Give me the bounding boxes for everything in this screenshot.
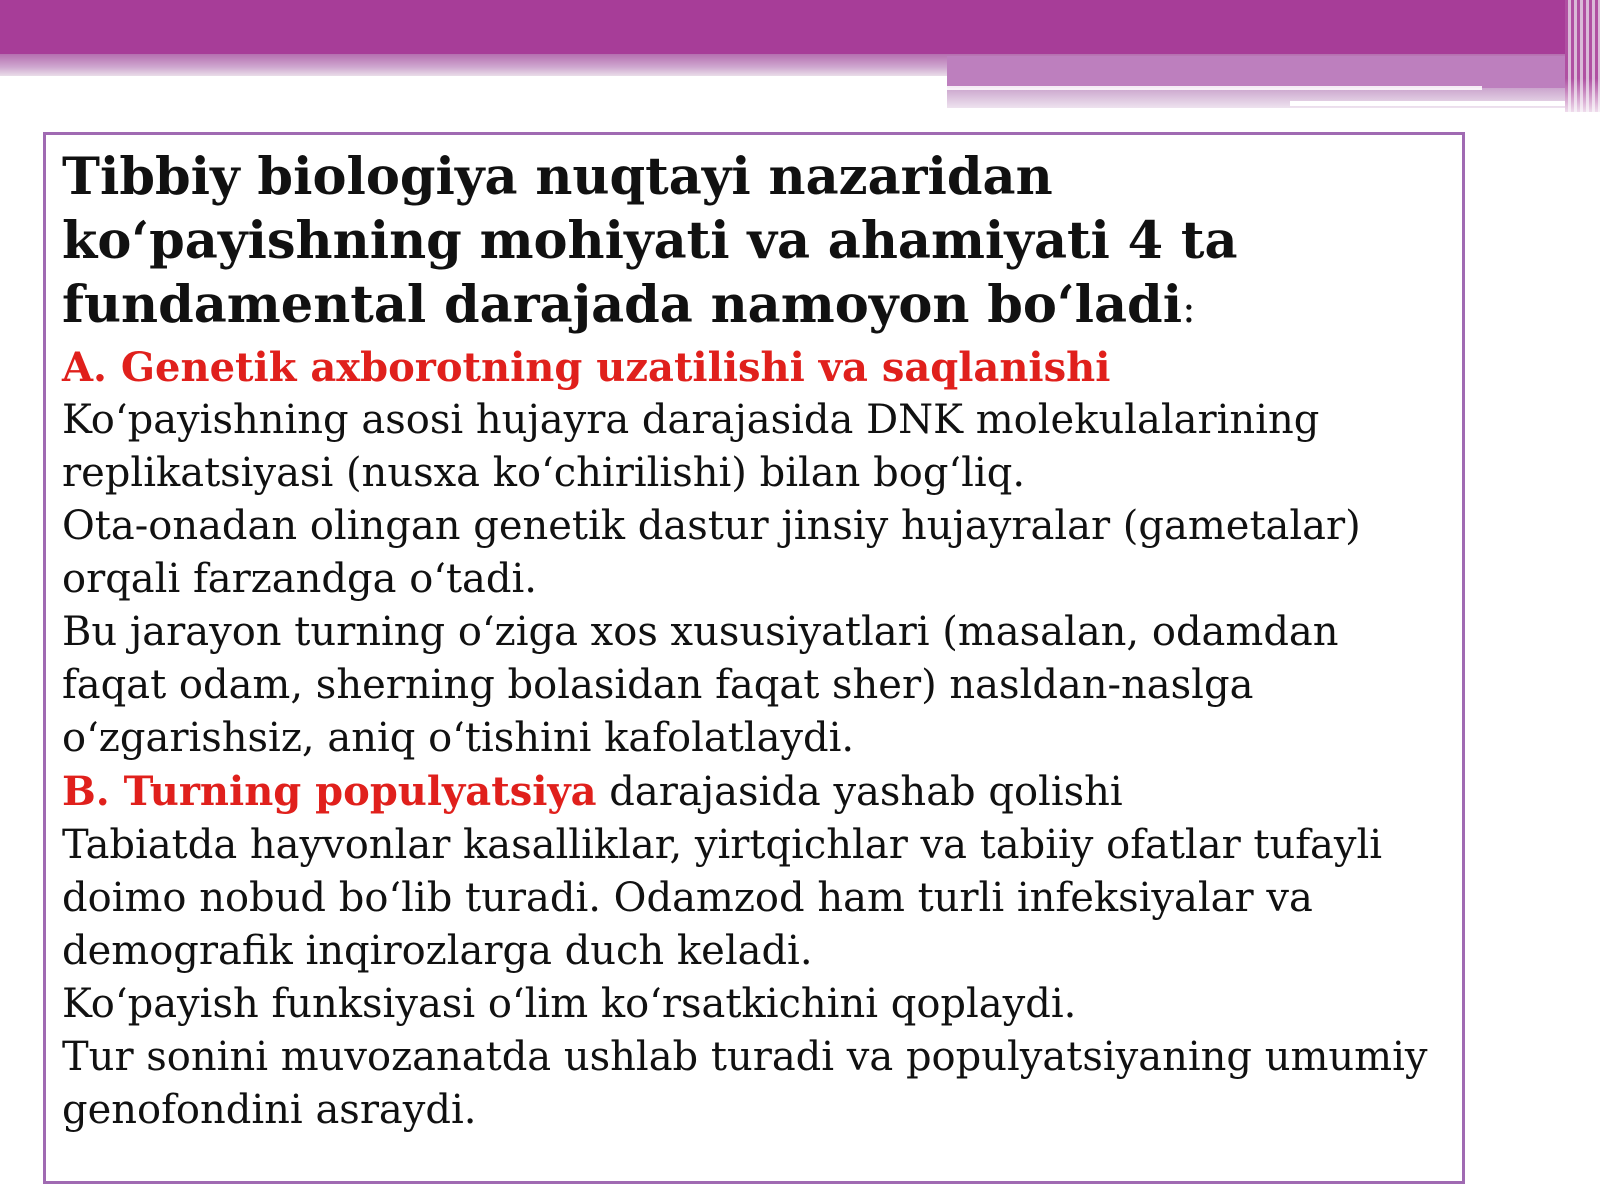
section-b-heading-red: B. Turning populyatsiya — [62, 768, 597, 815]
content-text-box — [43, 132, 1465, 1184]
header-accent-bar — [947, 56, 1565, 90]
section-b-paragraph-2: Ko‘payish funksiyasi o‘lim ko‘rsatkichini qoplaydi. — [62, 981, 1077, 1027]
header-bar — [0, 0, 1565, 54]
slide-title-colon: : — [1182, 286, 1196, 332]
slide-title — [62, 145, 1446, 341]
section-b-paragraph-3: Tur sonini muvozanatda ushlab turadi va populyatsiyaning umumiy genofondini asraydi. — [62, 1034, 1428, 1133]
edge-fade-decoration — [1565, 0, 1600, 112]
section-a-heading: A. Genetik axborotning uzatilishi va saqlanishi — [62, 344, 1111, 391]
section-a-paragraph-2: Ota-onadan olingan genetik dastur jinsiy hujayralar (gametalar) orqali farzandga o‘tadi. — [62, 503, 1361, 602]
header-divider-line-short — [1290, 101, 1565, 106]
section-b-heading-rest: darajasida yashab qolishi — [596, 769, 1123, 815]
header-divider-line — [947, 86, 1482, 90]
slide-title-text: Tibbiy biologiya nuqtayi nazaridan ko‘payishning mohiyati va ahamiyati 4 ta fundamental darajada namoyon bo‘ladi — [62, 147, 1238, 335]
section-b-heading — [62, 765, 1446, 819]
section-a-paragraph-3: Bu jarayon turning o‘ziga xos xususiyatlari (masalan, odamdan faqat odam, sherning bolasidan faqat sher) nasldan-naslga o‘zgarishsiz, aniq o‘tishini kafolatlaydi. — [62, 609, 1339, 761]
section-b-paragraph-1: Tabiatda hayvonlar kasalliklar, yirtqichlar va tabiiy ofatlar tufayli doimo nobud bo‘lib turadi. Odamzod ham turli infeksiyalar va demografik inqirozlarga duch keladi. — [62, 822, 1383, 974]
section-a-paragraph-1: Ko‘payishning asosi hujayra darajasida DNK molekulalarining replikatsiyasi (nusxa ko‘chirilishi) bilan bog‘liq. — [62, 397, 1320, 496]
